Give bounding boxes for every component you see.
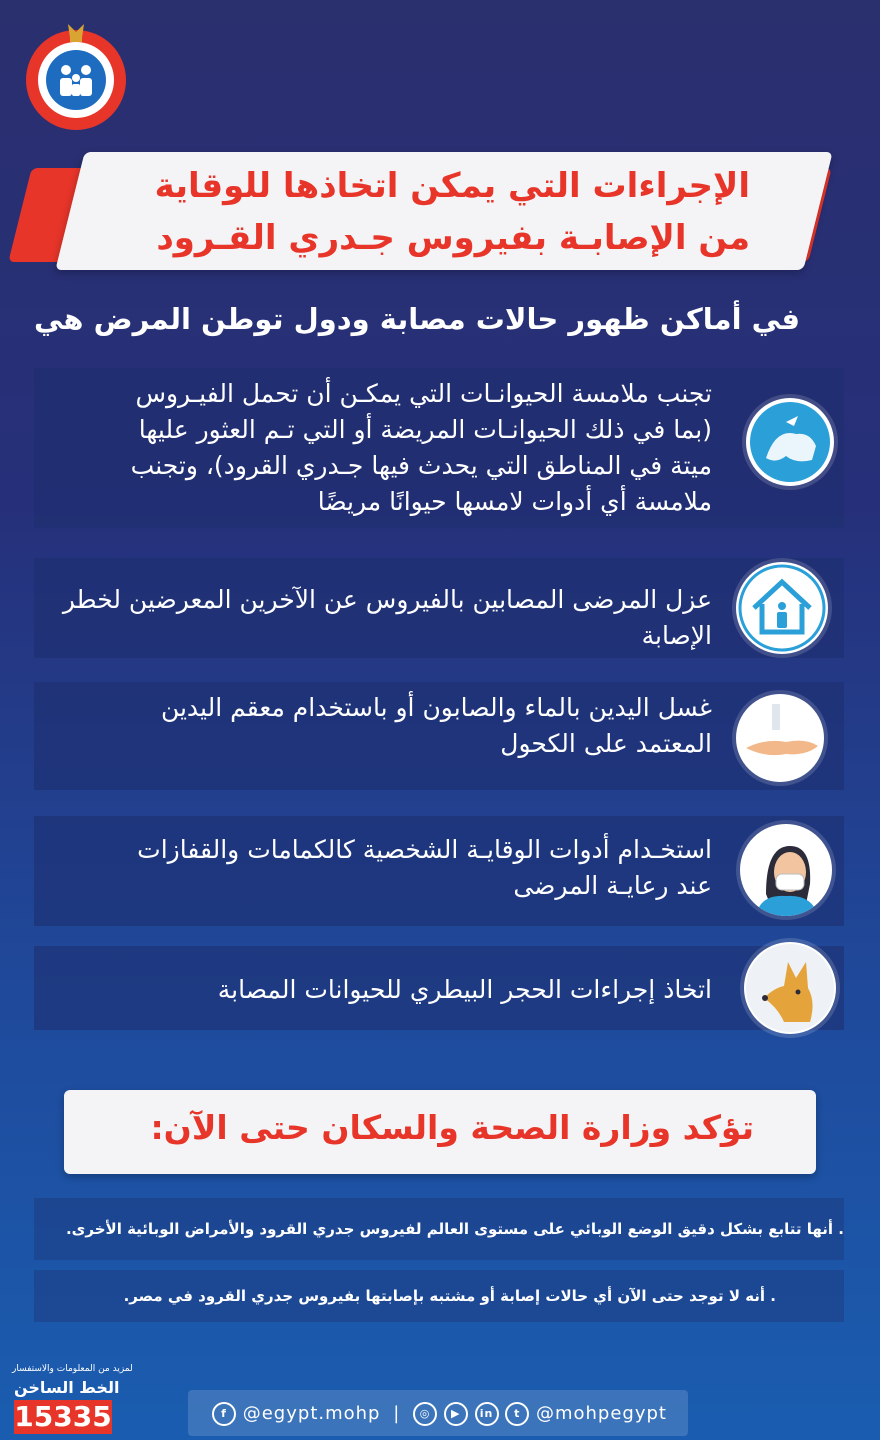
title-line-1: الإجراءات التي يمكن اتخاذها للوقاية — [154, 166, 750, 206]
subtitle: في أماكن ظهور حالات مصابة ودول توطن المرض هي — [34, 302, 800, 336]
measure-text-4: استخـدام أدوات الوقايـة الشخصية كالكمامات والقفازات عند رعايـة المرضى — [137, 835, 712, 900]
page-title — [110, 160, 750, 264]
isolation-house-icon — [736, 562, 828, 654]
hotline-number: 15335 — [14, 1400, 112, 1433]
note-text-1: . أنها تتابع بشكل دقيق الوضع الوبائي على مستوى العالم لفيروس جدري القرود والأمراض الوبائية الأخرى. — [65, 1220, 844, 1238]
measure-text-3: غسل اليدين بالماء والصابون أو باستخدام معقم اليدين المعتمد على الكحول — [160, 693, 712, 758]
instagram-icon[interactable]: ◎ — [413, 1402, 437, 1426]
dog-icon — [744, 942, 836, 1034]
facebook-icon[interactable]: f — [212, 1402, 236, 1426]
social-row — [212, 1402, 667, 1426]
animals-icon — [746, 398, 834, 486]
facebook-handle[interactable]: @egypt.mohp — [242, 1403, 381, 1424]
confirm-title: تؤكد وزارة الصحة والسكان حتى الآن: — [150, 1108, 754, 1147]
hand-washing-icon — [736, 694, 824, 782]
measure-text-2: عزل المرضى المصابين بالفيروس عن الآخرين المعرضين لخطر الإصابة — [62, 585, 712, 650]
twitter-icon[interactable]: t — [505, 1402, 529, 1426]
linkedin-icon[interactable]: in — [475, 1402, 499, 1426]
note-text-2: . أنه لا توجد حتى الآن أي حالات إصابة أو مشتبه بإصابتها بفيروس جدري القرود في مصر. — [123, 1287, 776, 1305]
divider: | — [393, 1403, 401, 1424]
ministry-logo — [22, 18, 130, 134]
title-line-2: من الإصابـة بفيروس جـدري القـرود — [156, 218, 750, 258]
youtube-icon[interactable]: ▶ — [444, 1402, 468, 1426]
hotline-title: الخط الساخن — [14, 1378, 120, 1397]
hotline-info: لمزيد من المعلومات والاستفسار — [12, 1364, 133, 1374]
face-mask-icon — [740, 824, 832, 916]
measure-text-1: تجنب ملامسة الحيوانـات التي يمكـن أن تحمل الفيـروس (بما في ذلك الحيوانـات المريضة أو التي تـم العثور عليها ميتة في المناطق التي يحدث فيها جـدري القرود)، وتجنب ملامسة أي أدوات لامسها حيوانًا مريضًا — [130, 379, 712, 516]
measure-text-5: اتخاذ إجراءات الحجر البيطري للحيوانات المصابة — [217, 975, 712, 1004]
other-handle[interactable]: @mohpegypt — [535, 1403, 667, 1424]
